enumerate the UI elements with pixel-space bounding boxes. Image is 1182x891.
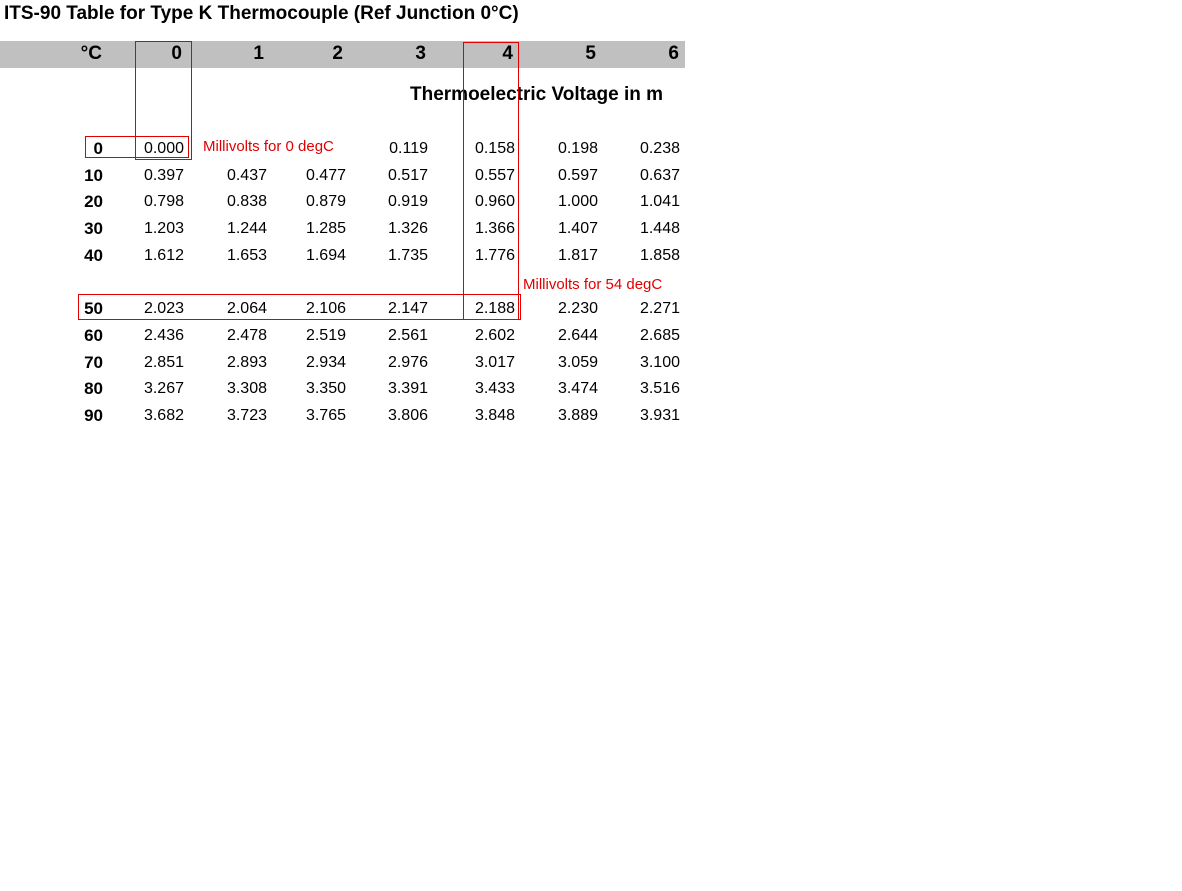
table-cell: 2.230 bbox=[557, 300, 598, 317]
row-label: 50 bbox=[84, 299, 103, 318]
table-cell: 1.366 bbox=[474, 220, 515, 237]
table-cell: 3.267 bbox=[143, 380, 184, 397]
table-cell: 1.203 bbox=[143, 220, 184, 237]
annotation-0-degc: Millivolts for 0 degC bbox=[203, 138, 334, 155]
table-cell: 0.798 bbox=[143, 193, 184, 210]
header-col-0: 0 bbox=[171, 43, 182, 64]
table-cell: 0.597 bbox=[557, 167, 598, 184]
table-cell: 2.271 bbox=[639, 300, 680, 317]
table-cell: 3.350 bbox=[305, 380, 346, 397]
table-cell: 2.519 bbox=[305, 327, 346, 344]
table-subtitle: Thermoelectric Voltage in m bbox=[410, 84, 664, 105]
row-label: 10 bbox=[84, 166, 103, 185]
header-col-4: 4 bbox=[502, 43, 513, 64]
table-cell: 1.735 bbox=[387, 247, 428, 264]
header-unit-label: °C bbox=[80, 43, 102, 64]
table-cell: 1.407 bbox=[557, 220, 598, 237]
table-cell: 2.188 bbox=[474, 300, 515, 317]
table-cell: 2.106 bbox=[305, 300, 346, 317]
table-cell: 0.517 bbox=[387, 167, 428, 184]
table-cell: 2.893 bbox=[226, 354, 267, 371]
table-cell: 0.437 bbox=[226, 167, 267, 184]
table-cell: 3.391 bbox=[387, 380, 428, 397]
table-cell: 1.041 bbox=[639, 193, 680, 210]
table-cell: 3.848 bbox=[474, 407, 515, 424]
table-cell: 2.064 bbox=[226, 300, 267, 317]
table-cell: 0.119 bbox=[389, 140, 428, 157]
header-col-1: 1 bbox=[253, 43, 264, 64]
table-cell: 1.285 bbox=[305, 220, 346, 237]
row-label: 60 bbox=[84, 326, 103, 345]
table-cell: 3.682 bbox=[143, 407, 184, 424]
row-label: 20 bbox=[84, 192, 103, 211]
header-col-3: 3 bbox=[415, 43, 426, 64]
table-cell: 2.602 bbox=[474, 327, 515, 344]
table-cell: 0.158 bbox=[474, 140, 515, 157]
table-cell: 3.889 bbox=[557, 407, 598, 424]
row-label: 90 bbox=[84, 406, 103, 425]
table-cell: 3.931 bbox=[639, 407, 680, 424]
table-cell: 0.198 bbox=[557, 140, 598, 157]
table-cell: 2.478 bbox=[226, 327, 267, 344]
table-cell: 0.557 bbox=[474, 167, 515, 184]
table-cell: 2.436 bbox=[143, 327, 184, 344]
table-cell: 3.100 bbox=[639, 354, 680, 371]
table-cell: 1.858 bbox=[639, 247, 680, 264]
table-cell: 2.976 bbox=[387, 354, 428, 371]
table-cell: 0.960 bbox=[474, 193, 515, 210]
page-title: ITS-90 Table for Type K Thermocouple (Ref Junction 0°C) bbox=[4, 3, 519, 24]
table-cell: 3.308 bbox=[226, 380, 267, 397]
table-cell: 1.653 bbox=[226, 247, 267, 264]
row-label: 0 bbox=[93, 139, 103, 158]
table-cell: 3.059 bbox=[557, 354, 598, 371]
table-cell: 0.637 bbox=[639, 167, 680, 184]
table-cell: 2.147 bbox=[387, 300, 428, 317]
table-cell: 0.838 bbox=[226, 193, 267, 210]
table-cell: 1.000 bbox=[557, 193, 598, 210]
table-cell: 3.017 bbox=[474, 354, 515, 371]
table-cell: 0.000 bbox=[143, 140, 184, 157]
table-cell: 0.477 bbox=[305, 167, 346, 184]
header-col-5: 5 bbox=[585, 43, 596, 64]
table-cell: 1.448 bbox=[639, 220, 680, 237]
table-cell: 3.516 bbox=[639, 380, 680, 397]
row-label: 30 bbox=[84, 219, 103, 238]
table-cell: 1.244 bbox=[226, 220, 267, 237]
highlight-row-50 bbox=[78, 294, 521, 320]
table-cell: 2.023 bbox=[143, 300, 184, 317]
table-cell: 0.397 bbox=[143, 167, 184, 184]
table-cell: 2.851 bbox=[143, 354, 184, 371]
row-label: 70 bbox=[84, 353, 103, 372]
row-label: 80 bbox=[84, 379, 103, 398]
table-cell: 1.612 bbox=[143, 247, 184, 264]
table-cell: 1.326 bbox=[387, 220, 428, 237]
table-cell: 3.765 bbox=[305, 407, 346, 424]
header-col-2: 2 bbox=[332, 43, 343, 64]
table-cell: 1.817 bbox=[557, 247, 598, 264]
table-cell: 2.644 bbox=[557, 327, 598, 344]
table-cell: 3.474 bbox=[557, 380, 598, 397]
highlight-row-0-cell bbox=[85, 136, 189, 158]
table-cell: 3.806 bbox=[387, 407, 428, 424]
table-cell: 2.561 bbox=[387, 327, 428, 344]
table-cell: 2.685 bbox=[639, 327, 680, 344]
table-cell: 0.238 bbox=[639, 140, 680, 157]
table-cell: 3.433 bbox=[474, 380, 515, 397]
table-cell: 3.723 bbox=[226, 407, 267, 424]
table-cell: 1.776 bbox=[474, 247, 515, 264]
table-cell: 1.694 bbox=[305, 247, 346, 264]
table-cell: 2.934 bbox=[305, 354, 346, 371]
row-label: 40 bbox=[84, 246, 103, 265]
table-cell: 0.879 bbox=[305, 193, 346, 210]
header-col-6: 6 bbox=[668, 43, 679, 64]
highlight-column-4 bbox=[463, 42, 519, 320]
annotation-54-degc: Millivolts for 54 degC bbox=[523, 276, 663, 293]
table-cell: 0.919 bbox=[387, 193, 428, 210]
